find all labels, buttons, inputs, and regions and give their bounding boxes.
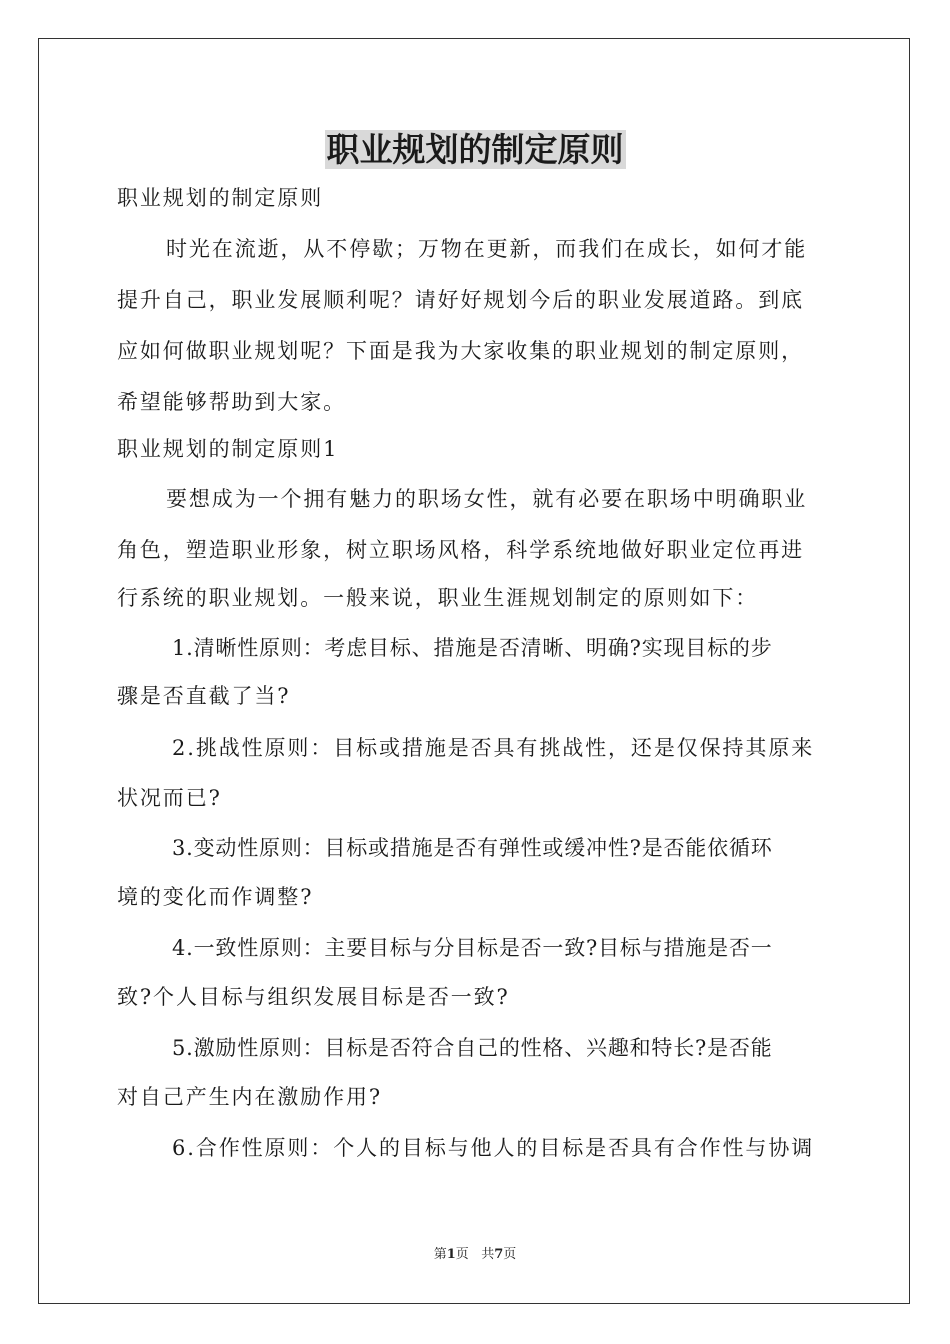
paragraph-line: 角色，塑造职业形象，树立职场风格，科学系统地做好职业定位再进 [117, 538, 804, 562]
document-title-text: 职业规划的制定原则 [326, 130, 624, 169]
principle-line: 境的变化而作调整? [117, 885, 314, 909]
principle-line: 对自己产生内在激励作用? [117, 1085, 383, 1109]
section-heading: 职业规划的制定原则1 [117, 437, 339, 461]
page-border [38, 38, 910, 1304]
principle-line: 状况而已? [117, 786, 222, 810]
principle-line: 3.变动性原则：目标或措施是否有弹性或缓冲性?是否能依循环 [172, 836, 773, 860]
principle-line: 5.激励性原则：目标是否符合自己的性格、兴趣和特长?是否能 [172, 1036, 773, 1060]
principle-line: 6.合作性原则：个人的目标与他人的目标是否具有合作性与协调 [172, 1136, 815, 1160]
total-pages: 7 [494, 1247, 504, 1262]
principle-line: 4.一致性原则：主要目标与分目标是否一致?目标与措施是否一 [172, 936, 773, 960]
page-label-suffix: 页 [455, 1247, 469, 1262]
paragraph-line: 要想成为一个拥有魅力的职场女性，就有必要在职场中明确职业 [166, 487, 808, 511]
subtitle-line: 职业规划的制定原则 [117, 186, 324, 210]
page-label-prefix: 第 [433, 1247, 447, 1262]
page-footer [0, 1246, 950, 1264]
total-label-prefix: 共 [481, 1247, 495, 1262]
principle-line: 骤是否直截了当? [117, 684, 291, 708]
paragraph-line: 应如何做职业规划呢？下面是我为大家收集的职业规划的制定原则， [117, 339, 804, 363]
document-title [0, 128, 950, 172]
page-number: 1 [446, 1247, 456, 1262]
paragraph-line: 行系统的职业规划。一般来说，职业生涯规划制定的原则如下： [117, 586, 759, 610]
paragraph-line: 时光在流逝，从不停歇；万物在更新，而我们在成长，如何才能 [166, 237, 808, 261]
principle-line: 1.清晰性原则：考虑目标、措施是否清晰、明确?实现目标的步 [172, 636, 773, 660]
paragraph-line: 希望能够帮助到大家。 [117, 390, 346, 414]
total-label-suffix: 页 [503, 1247, 517, 1262]
principle-line: 致?个人目标与组织发展目标是否一致? [117, 985, 510, 1009]
paragraph-line: 提升自己，职业发展顺利呢？请好好规划今后的职业发展道路。到底 [117, 288, 804, 312]
principle-line: 2.挑战性原则：目标或措施是否具有挑战性，还是仅保持其原来 [172, 736, 815, 760]
